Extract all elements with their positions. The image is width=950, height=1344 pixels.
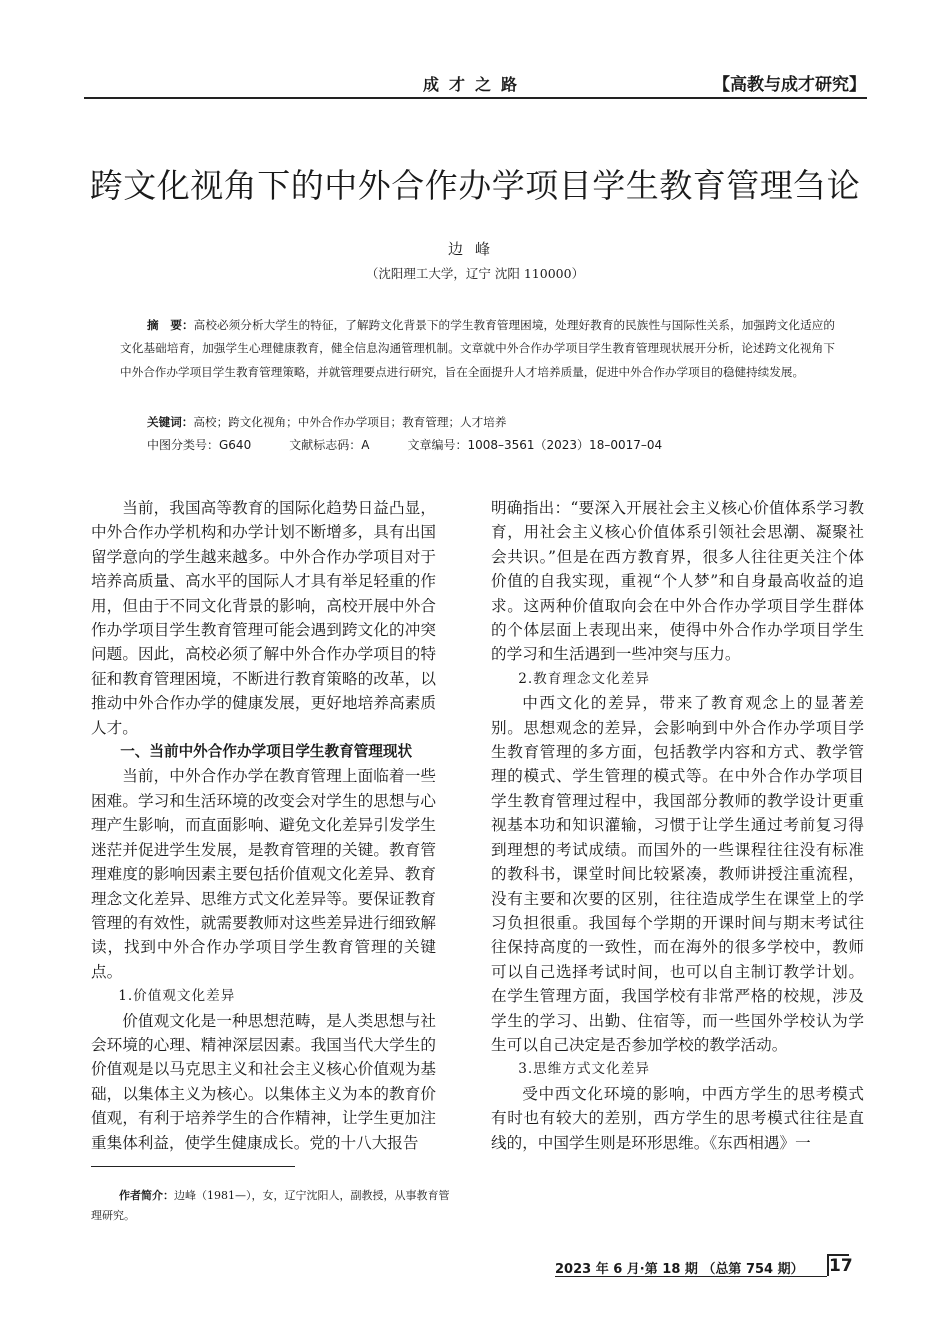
keywords [120, 411, 862, 434]
author-name: 边峰 [447, 240, 502, 258]
column-name: 【高教与成才研究】 [713, 75, 866, 95]
article-number: 文章编号：1008–3561（2023）18–0017–04 [407, 438, 663, 452]
footnote-rule [91, 1166, 295, 1167]
paragraph: 价值观文化是一种思想范畴，是人类思想与社会环境的心理、精神深层因素。我国当代大学生的价值观是以马克思主义和社会主义核心价值观为基础，以集体主义为核心。以集体主义为本的教育价值观，有利于培养学生的合作精神，让学生更加注重集体利益，使学生健康成长。党的十八大报告 [91, 1011, 436, 1152]
subsection-heading: 3.思维方式文化差异 [518, 1061, 650, 1078]
paragraph: 当前，中外合作办学在教育管理上面临着一些困难。学习和生活环境的改变会对学生的思想与心理产生影响，而直面影响、避免文化差异引发学生迷茫并促进学生发展，是教育管理的关键。教育管理难度的影响因素主要包括价值观文化差异、教育理念文化差异、思维方式文化差异等。要保证教育管理的有效性，就需要教师对这些差异进行细致解读，找到中外合作办学项目学生教育管理的关键点。 [91, 767, 436, 981]
footnote-label: 作者简介： [119, 1189, 174, 1202]
abstract [120, 314, 835, 384]
body-left-column [91, 496, 436, 1155]
footer-rule [555, 1276, 827, 1277]
clc-number: 中图分类号：G640 [147, 438, 252, 452]
body-right-column [491, 496, 864, 1155]
subsection-heading: 2.教育理念文化差异 [518, 670, 650, 687]
author-bio-footnote [91, 1186, 451, 1226]
paragraph: 受中西文化环境的影响，中西方学生的思考模式有时也有较大的差别，西方学生的思考模式往往是直线的，中国学生则是环形思维。《东西相遇》一 [491, 1084, 864, 1152]
footnote-text: 边峰（1981—），女，辽宁沈阳人，副教授，从事教育管理研究。 [91, 1189, 450, 1222]
abstract-label: 摘 要： [147, 318, 194, 332]
paragraph: 明确指出：“要深入开展社会主义核心价值体系学习教育，用社会主义核心价值体系引领社会思潮、凝聚社会共识。”但是在西方教育界，很多人往往更关注个体价值的自我实现，重视“个人梦”和自身最高收益的追求。这两种价值取向会在中外合作办学项目学生群体的个体层面上表现出来，使得中外合作办学项目学生的学习和生活遇到一些冲突与压力。 [491, 499, 864, 664]
keywords-text: 高校；跨文化视角；中外合作办学项目；教育管理；人才培养 [193, 415, 507, 429]
article-title: 跨文化视角下的中外合作办学项目学生教育管理刍论 [89, 166, 861, 205]
issue-info: 2023 年 6 月·第 18 期 （总第 754 期） [555, 1262, 804, 1277]
keywords-label: 关键词： [147, 415, 194, 429]
page-number: 17 [829, 1256, 853, 1276]
header-rule [84, 97, 867, 99]
classification-row [147, 436, 662, 453]
journal-name: 成才之路 [422, 75, 527, 94]
document-code: 文献标志码：A [289, 438, 370, 452]
paragraph: 当前，我国高等教育的国际化趋势日益凸显，中外合作办学机构和办学计划不断增多，具有出国留学意向的学生越来越多。中外合作办学项目对于培养高质量、高水平的国际人才具有举足轻重的作用，但由于不同文化背景的影响，高校开展中外合作办学项目学生教育管理可能会遇到跨文化的冲突问题。因此，高校必须了解中外合作办学项目的特征和教育管理困境，不断进行教育策略的改革，以推动中外合作办学的健康发展，更好地培养高素质人才。 [91, 499, 436, 737]
section-heading: 一、当前中外合作办学项目学生教育管理现状 [120, 743, 413, 761]
paragraph: 中西文化的差异，带来了教育观念上的显著差别。思想观念的差异，会影响到中外合作办学项目学生教育管理的多方面，包括教学内容和方式、教学管理的模式、学生管理的模式等。在中外合作办学项目学生教育管理过程中，我国部分教师的教学设计更重视基本功和知识灌输，习惯于让学生通过考前复习得到理想的考试成绩。而国外的一些课程往往没有标准的教科书，课堂时间比较紧凑，教师讲授注重流程，没有主要和次要的区别，往往造成学生在课堂上的学习负担很重。我国每个学期的开课时间与期末考试往往保持高度的一致性，而在海外的很多学校中，教师可以自己选择考试时间，也可以自主制订教学计划。在学生管理方面，我国学校有非常严格的校规，涉及学生的学习、出勤、住宿等，而一些国外学校认为学生可以自己决定是否参加学校的教学活动。 [491, 694, 864, 1054]
abstract-text: 高校必须分析大学生的特征，了解跨文化背景下的学生教育管理困境，处理好教育的民族性与国际性关系，加强跨文化适应的文化基础培育，加强学生心理健康教育，健全信息沟通管理机制。文章就中外合作办学项目学生教育管理现状展开分析，论述跨文化视角下中外合作办学项目学生教育管理策略，并就管理要点进行研究，旨在全面提升人才培养质量，促进中外合作办学项目的稳健持续发展。 [120, 318, 835, 379]
subsection-heading: 1.价值观文化差异 [118, 988, 236, 1005]
author-affiliation: （沈阳理工大学，辽宁 沈阳 110000） [365, 266, 585, 281]
